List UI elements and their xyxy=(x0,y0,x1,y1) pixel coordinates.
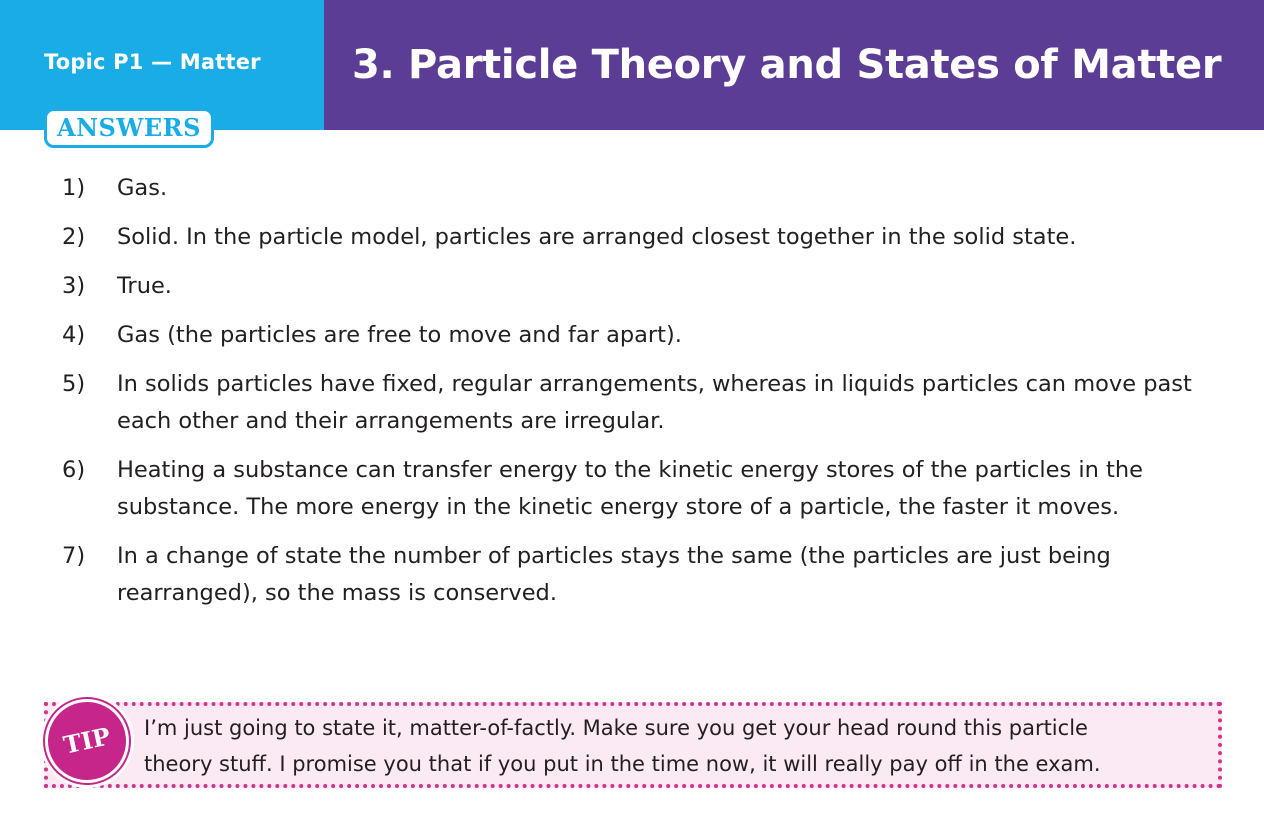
page-title: 3. Particle Theory and States of Matter xyxy=(352,42,1222,88)
answer-number: 1) xyxy=(62,175,86,201)
answers-list xyxy=(62,170,1222,624)
answer-text: In solids particles have fixed, regular arrangements, whereas in liquids particles can move past each other and their arrangements are irregular. xyxy=(117,371,1192,434)
answer-number: 3) xyxy=(62,273,86,299)
answer-text: Heating a substance can transfer energy to the kinetic energy stores of the particles in the substance. The more energy in the kinetic energy store of a particle, the faster it moves. xyxy=(117,457,1143,520)
answers-badge: ANSWERS xyxy=(44,108,214,148)
tip-text xyxy=(144,710,1206,782)
tip-line-2: theory stuff. I promise you that if you put in the time now, it will really pay off in the exam. xyxy=(144,752,1101,776)
answer-item-4 xyxy=(62,317,1222,354)
tip-badge xyxy=(40,694,134,788)
title-header xyxy=(324,0,1264,130)
answer-item-5 xyxy=(62,366,1222,440)
answer-number: 6) xyxy=(62,457,86,483)
answer-item-6 xyxy=(62,452,1222,526)
tip-line-1: I’m just going to state it, matter-of-factly. Make sure you get your head round this particle xyxy=(144,716,1088,740)
answer-number: 5) xyxy=(62,371,86,397)
answer-item-1 xyxy=(62,170,1222,207)
answer-text: In a change of state the number of particles stays the same (the particles are just being rearranged), so the mass is conserved. xyxy=(117,543,1111,606)
answer-text: Gas (the particles are free to move and far apart). xyxy=(117,322,682,348)
answer-number: 2) xyxy=(62,224,86,250)
answer-number: 7) xyxy=(62,543,86,569)
topic-label: Topic P1 — Matter xyxy=(44,50,261,74)
answer-text: Gas. xyxy=(117,175,168,201)
tip-badge-label: TIP xyxy=(37,691,137,791)
answer-text: Solid. In the particle model, particles are arranged closest together in the solid state. xyxy=(117,224,1077,250)
answer-number: 4) xyxy=(62,322,86,348)
answer-item-2 xyxy=(62,219,1222,256)
answer-text: True. xyxy=(117,273,172,299)
answer-item-3 xyxy=(62,268,1222,305)
answer-item-7 xyxy=(62,538,1222,612)
